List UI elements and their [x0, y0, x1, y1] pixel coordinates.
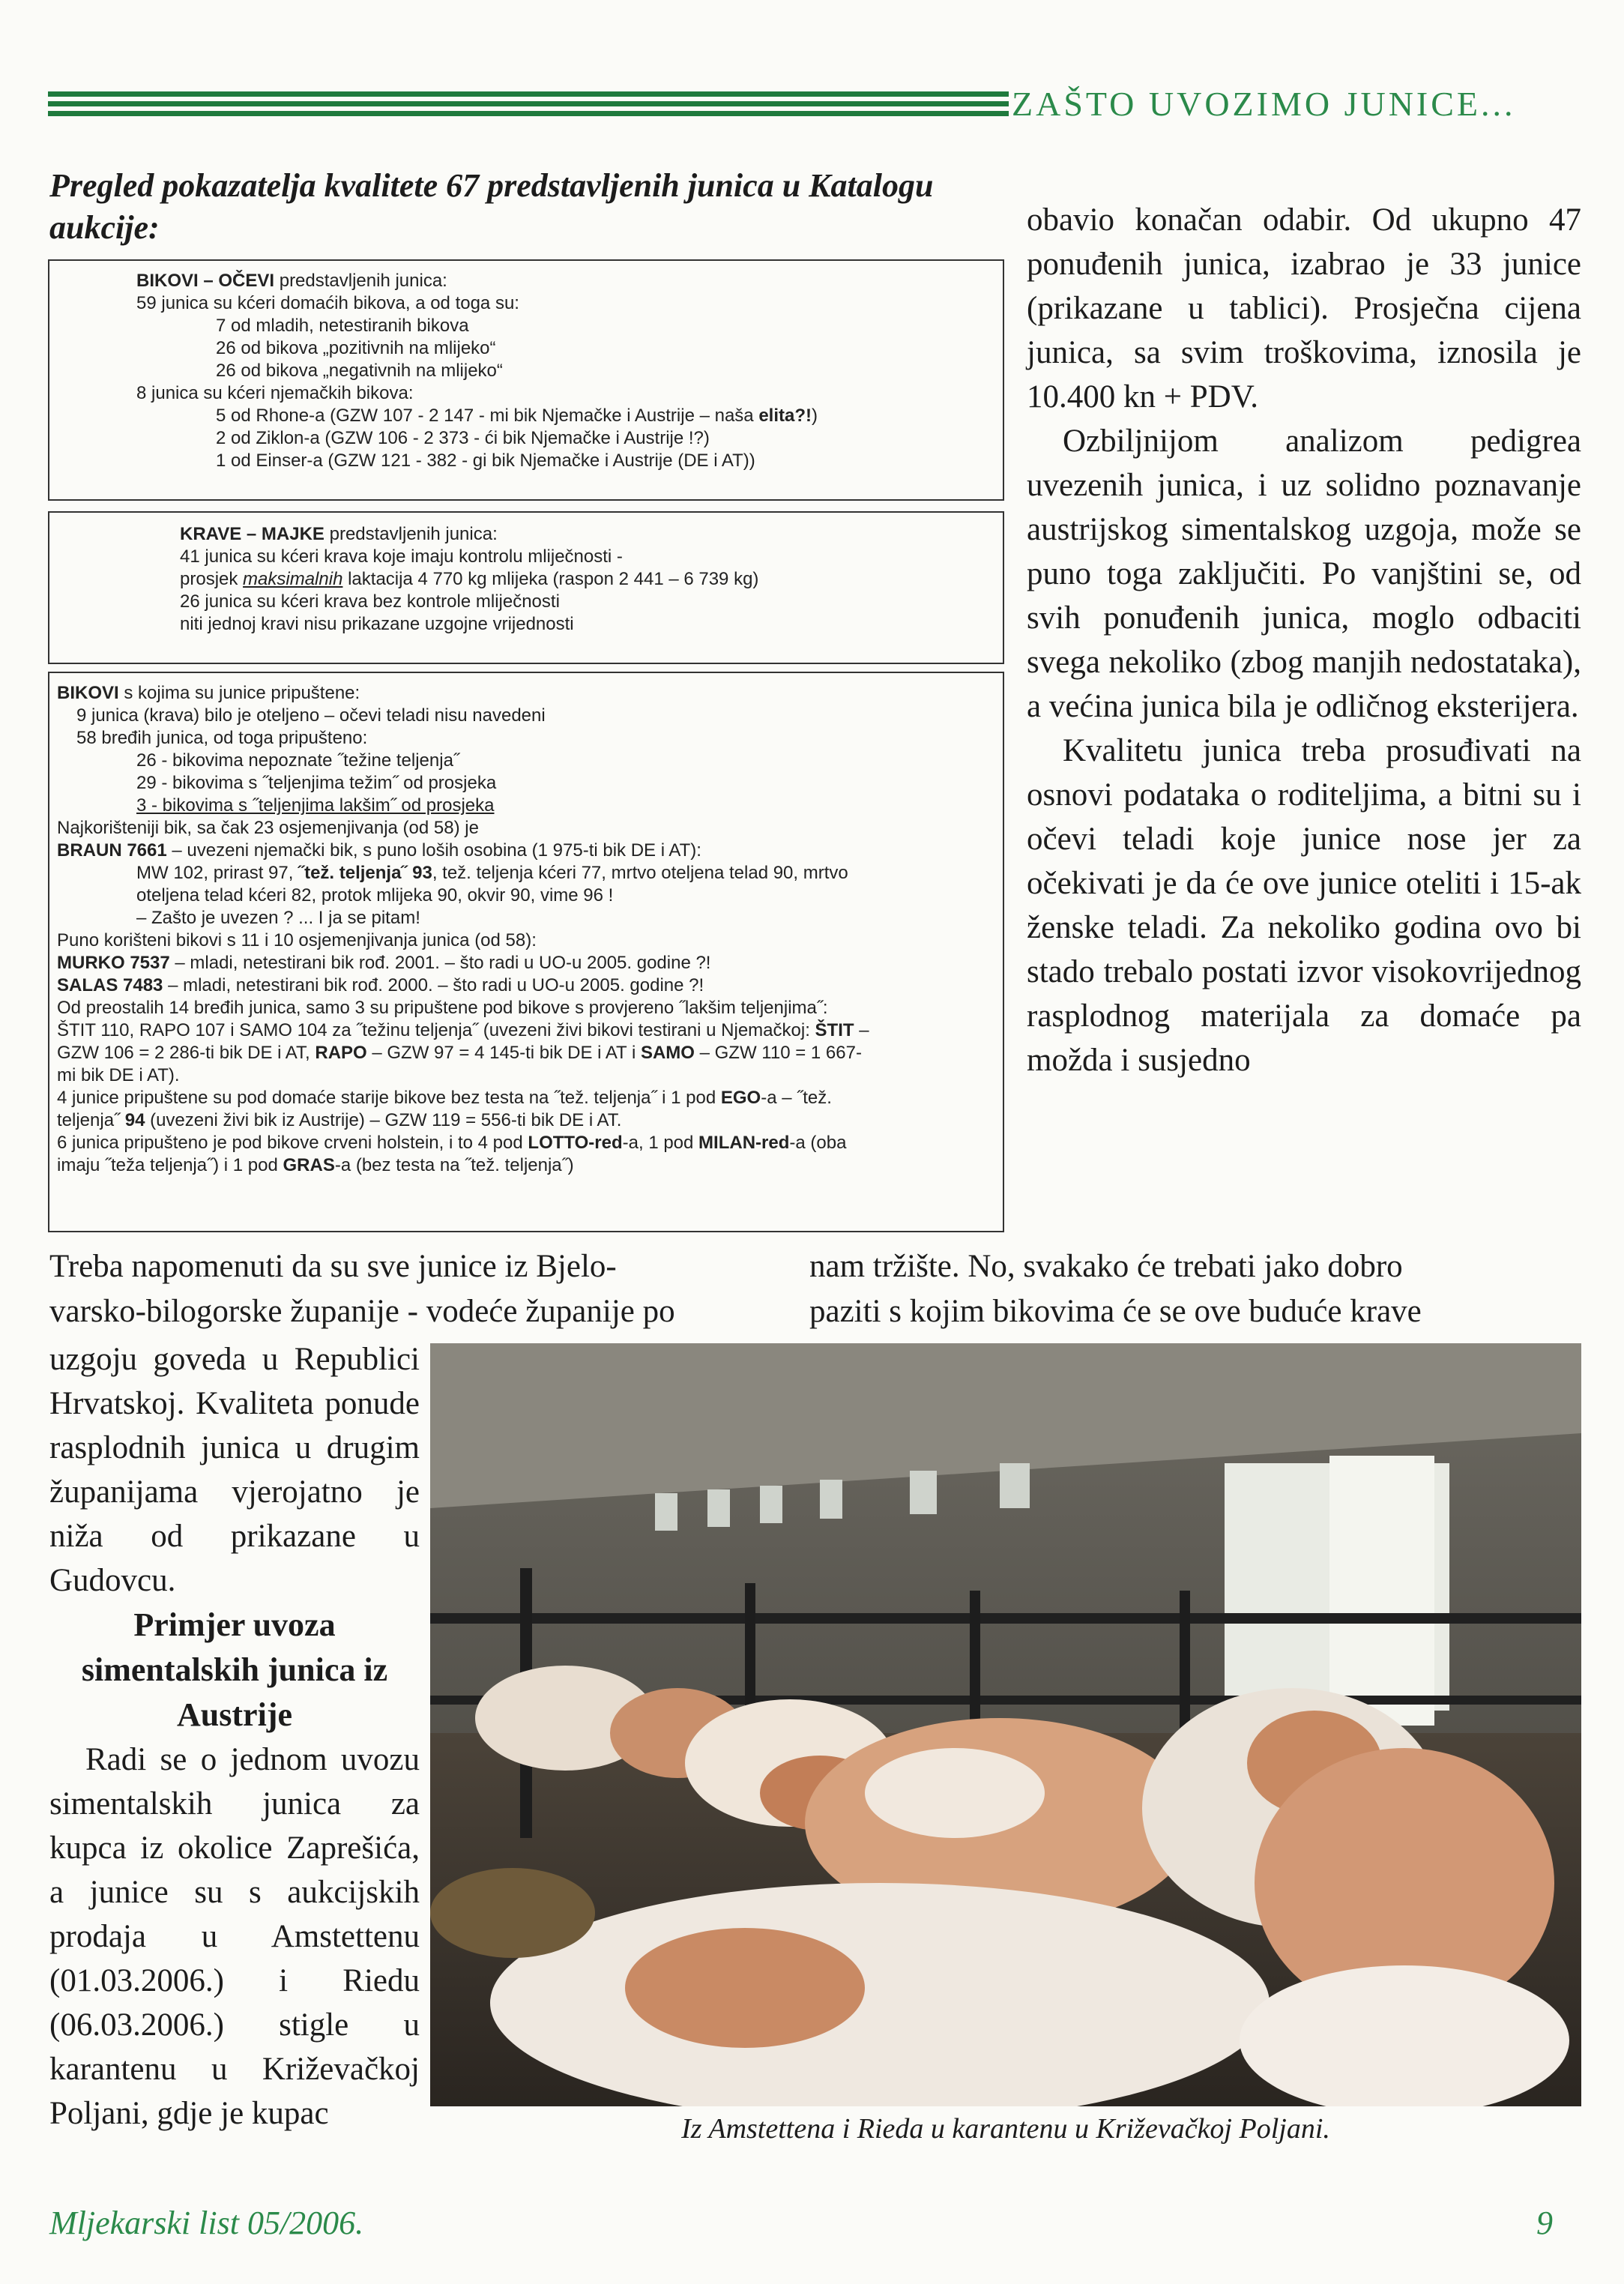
left-column [49, 1337, 420, 2136]
box2-line: KRAVE – MAJKE predstavljenih junica: [180, 524, 498, 544]
box3-line: 58 bređih junica, od toga pripušteno: [76, 728, 368, 748]
wide-line-right-2: paziti s kojim bikovima će se ove buduće krave [809, 1294, 1422, 1329]
box3-line: 29 - bikovima s ˝teljenjima težim˝ od prosjeka [136, 773, 497, 793]
box3-line: ŠTIT 110, RAPO 107 i SAMO 104 za ˝težinu teljenja˝ (uvezeni živi bikovi testirani u Njemačkoj: ŠTIT – [57, 1020, 869, 1040]
right-column [1027, 198, 1581, 1082]
running-header: ZAŠTO UVOZIMO JUNICE... [1012, 85, 1516, 123]
left-paragraph-1: uzgoju goveda u Republici Hrvatskoj. Kvaliteta ponude rasplodnih junica u drugim županijama vjerojatno je niža od prikazane u Gudovcu. [49, 1342, 420, 1598]
box3-line: mi bik DE i AT). [57, 1065, 180, 1085]
page-number: 9 [1536, 2205, 1553, 2241]
box1-line: 26 od bikova „pozitivnih na mlijeko“ [216, 338, 496, 358]
header-rule [48, 91, 1009, 118]
box2-line: 26 junica su kćeri krava bez kontrole mliječnosti [180, 591, 560, 612]
box3-line: – Zašto je uvezen ? ... I ja se pitam! [136, 908, 420, 928]
box3-line: MURKO 7537 – mladi, netestirani bik rođ. 2001. – što radi u UO-u 2005. godine ?! [57, 953, 711, 973]
box1-line: 7 od mladih, netestiranih bikova [216, 316, 469, 336]
box1-line: BIKOVI – OČEVI predstavljenih junica: [136, 271, 447, 291]
box3-line: 3 - bikovima s ˝teljenjima lakšim˝ od prosjeka [136, 795, 495, 816]
barn-photo [430, 1343, 1581, 2106]
box3-line: BIKOVI s kojima su junice pripuštene: [57, 683, 360, 703]
box3-line: GZW 106 = 2 286-ti bik DE i AT, RAPO – GZW 97 = 4 145-ti bik DE i AT i SAMO – GZW 110 = 1 667- [57, 1043, 862, 1063]
box1-line: 8 junica su kćeri njemačkih bikova: [136, 383, 414, 403]
box2-line: 41 junica su kćeri krava koje imaju kontrolu mliječnosti - [180, 546, 623, 567]
box3-line: 9 junica (krava) bilo je oteljeno – očevi teladi nisu navedeni [76, 705, 546, 726]
box3-line: SALAS 7483 – mladi, netestirani bik rođ. 2000. – što radi u UO-u 2005. godine ?! [57, 975, 704, 995]
box3-line: oteljena telad kćeri 82, protok mlijeka 90, okvir 90, vime 96 ! [136, 885, 614, 906]
section-heading: Pregled pokazatelja kvalitete 67 predstavljenih junica u Katalogu aukcije: [49, 167, 934, 246]
bulls-box [48, 672, 1004, 1232]
box3-line: 6 junica pripušteno je pod bikove crveni holstein, i to 4 pod LOTTO-red-a, 1 pod MILAN-red-a (oba [57, 1133, 847, 1153]
box1-line: 5 od Rhone-a (GZW 107 - 2 147 - mi bik Njemačke i Austrije – naša elita?!) [216, 406, 818, 426]
photo-caption: Iz Amstettena i Rieda u karantenu u Križevačkoj Poljani. [681, 2113, 1330, 2145]
box3-line: teljenja˝ 94 (uvezeni živi bik iz Austrije) – GZW 119 = 556-ti bik DE i AT. [57, 1110, 622, 1130]
box1-line: 1 od Einser-a (GZW 121 - 382 - gi bik Njemačke i Austrije (DE i AT)) [216, 451, 755, 471]
box3-line: 4 junice pripuštene su pod domaće starije bikove bez testa na ˝tež. teljenja˝ i 1 pod EGO-a – ˝tež. [57, 1088, 832, 1108]
left-paragraph-2: Radi se o jednom uvozu simentalskih junica za kupca iz okolice Zaprešića, a junice su s aukcijskih prodaja u Amstettenu (01.03.2006.) i Riedu (06.03.2006.) stigle u karantenu u Križevačkoj Poljani, gdje je kupac [49, 1742, 420, 2131]
mothers-box [48, 511, 1004, 664]
right-paragraph-1: obavio konačan odabir. Od ukupno 47 ponuđenih junica, izabrao je 33 junice (prikazane u tablici). Prosječna cijena junica, sa svim troškovima, iznosila je 10.400 kn + PDV. [1027, 202, 1581, 415]
box1-line: 26 od bikova „negativnih na mlijeko“ [216, 361, 503, 381]
wide-line-left-2: varsko-bilogorske županije - vodeće županije po [49, 1294, 675, 1329]
box3-line: BRAUN 7661 – uvezeni njemački bik, s puno loših osobina (1 975-ti bik DE i AT): [57, 840, 701, 861]
cattle-photo-illustration [430, 1343, 1581, 2106]
right-paragraph-2: Ozbiljnijom analizom pedigrea uvezenih junica, i uz solidno poznavanje austrijskog simentalskog uzgoja, može se puno toga zaključiti. Po vanjštini se, od svih ponuđenih junica, moglo odbaciti svega nekoliko (zbog manjih nedostataka), a većina junica bila je odličnog eksterijera. [1027, 424, 1581, 724]
article-subheading: Primjer uvoza simentalskih junica iz Austrije [81, 1606, 388, 1733]
wide-line-left-1: Treba napomenuti da su sve junice iz Bjelo- [49, 1249, 617, 1284]
fathers-box [48, 259, 1004, 501]
box1-line: 2 od Ziklon-a (GZW 106 - 2 373 - ći bik Njemačke i Austrije !?) [216, 428, 710, 448]
wide-line-right-1: nam tržište. No, svakako će trebati jako dobro [809, 1249, 1403, 1284]
box1-line: 59 junica su kćeri domaćih bikova, a od toga su: [136, 293, 519, 313]
box2-line: prosjek maksimalnih laktacija 4 770 kg mlijeka (raspon 2 441 – 6 739 kg) [180, 569, 759, 589]
journal-footer: Mljekarski list 05/2006. [49, 2205, 364, 2241]
box3-line: Od preostalih 14 bređih junica, samo 3 su pripuštene pod bikove s provjereno ˝lakšim teljenjima˝: [57, 998, 828, 1018]
box3-line: 26 - bikovima nepoznate ˝težine teljenja˝ [136, 750, 459, 771]
box3-line: imaju ˝teža teljenja˝) i 1 pod GRAS-a (bez testa na ˝tež. teljenja˝) [57, 1155, 574, 1175]
right-paragraph-3: Kvalitetu junica treba prosuđivati na osnovi podataka o roditeljima, a bitni su i očevi teladi koje junice nose jer za očekivati je da će ove junice oteliti i 15-ak ženske teladi. Za nekoliko godina ovo bi stado trebalo postati izvor visokovrijednog rasplodnog materijala za domaće pa možda i susjedno [1027, 733, 1581, 1078]
box3-line: MW 102, prirast 97, ˝tež. teljenja˝ 93, tež. teljenja kćeri 77, mrtvo oteljena telad 90, mrtvo [136, 863, 848, 883]
box2-line: niti jednoj kravi nisu prikazane uzgojne vrijednosti [180, 614, 574, 634]
box3-line: Puno korišteni bikovi s 11 i 10 osjemenjivanja junica (od 58): [57, 930, 537, 950]
box3-line: Najkorišteniji bik, sa čak 23 osjemenjivanja (od 58) je [57, 818, 479, 838]
